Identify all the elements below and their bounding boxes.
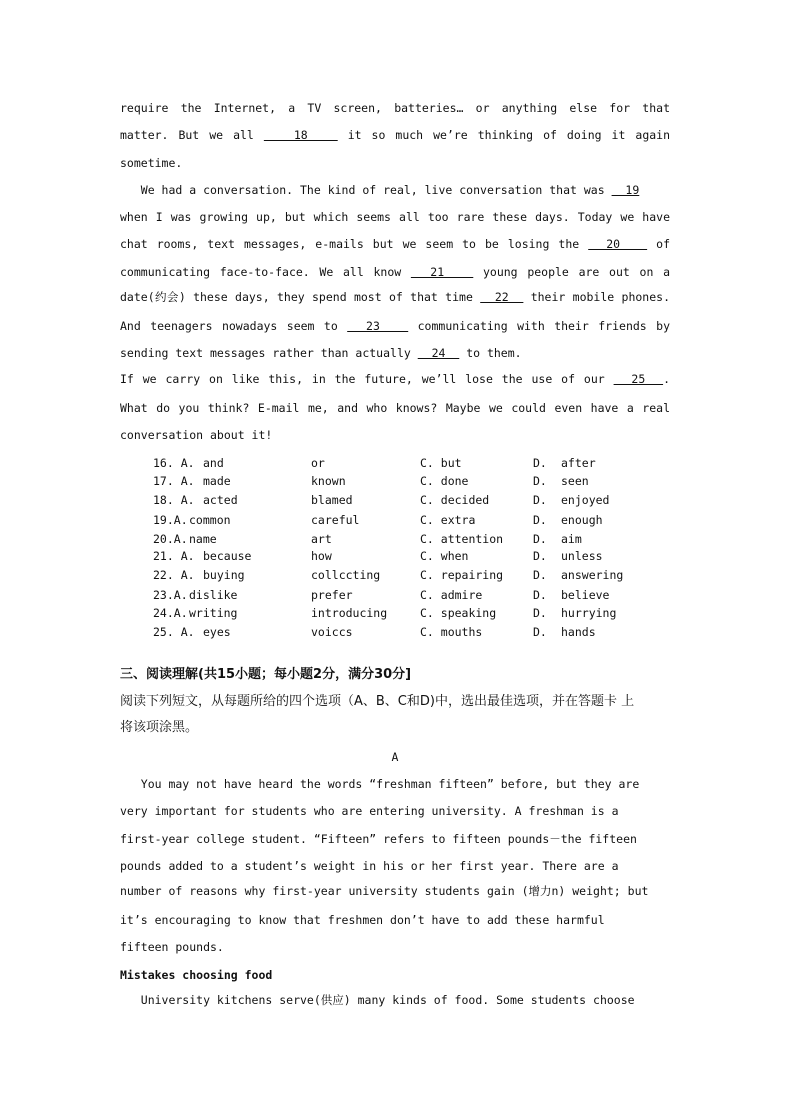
passage1-line-5: when I was growing up, but which seems all too rare these days. Today we have (120, 210, 670, 224)
option-b: voiccs (311, 625, 353, 639)
section-instructions-line-2: 将该项涂黑。 (120, 720, 199, 735)
option-c: C. mouths (420, 625, 483, 639)
passage2-line-1: You may not have heard the words “freshman fifteen” before, but they are (120, 777, 640, 791)
option-c: C. done (420, 474, 469, 488)
option-d: seen (561, 474, 589, 488)
blank-23: 23 (347, 319, 409, 333)
passage1-line-13: conversation about it! (120, 428, 273, 442)
option-a: name (189, 532, 217, 546)
option-d-label: D. (533, 474, 547, 488)
option-number: 22. A. (153, 568, 195, 582)
option-d: aim (561, 532, 582, 546)
text-segment: date(约会) these days, they spend most of that time (120, 290, 481, 304)
blank-22: 22 (480, 290, 524, 304)
option-number: 21. A. (153, 549, 195, 563)
option-number: 20.A. (153, 532, 188, 546)
option-number: 17. A. (153, 474, 195, 488)
blank-20: 20 (588, 237, 648, 251)
option-c: C. decided (420, 493, 490, 507)
passage2-line-8: University kitchens serve(供应) many kinds of food. Some students choose (120, 993, 635, 1007)
option-a: made (203, 474, 231, 488)
blank-21: 21 (410, 265, 474, 279)
text-segment: matter. But we all (120, 128, 264, 142)
blank-25: 25 (613, 372, 664, 386)
option-a: and (203, 456, 224, 470)
option-c: C. extra (420, 513, 476, 527)
section-heading: 三、阅读理解(共15小题；每小题2分，满分30分] (120, 667, 412, 682)
option-c: C. speaking (420, 606, 497, 620)
option-b: careful (311, 513, 360, 527)
option-b: blamed (311, 493, 353, 507)
option-b: or (311, 456, 325, 470)
option-c: C. admire (420, 588, 483, 602)
passage2-line-6: it’s encouraging to know that freshmen don’t have to add these harmful (120, 913, 605, 927)
option-b: known (311, 474, 346, 488)
passage2-line-5: number of reasons why first-year university students gain (增力n) weight; but (120, 884, 649, 898)
option-a: eyes (203, 625, 231, 639)
option-b: collccting (311, 568, 381, 582)
option-number: 19.A. (153, 513, 188, 527)
text-segment: communicating face-to-face. We all know (120, 265, 411, 279)
option-a: buying (203, 568, 245, 582)
option-b: art (311, 532, 332, 546)
option-a: common (189, 513, 231, 527)
blank-18: 18 (263, 128, 338, 142)
option-a: dislike (189, 588, 238, 602)
passage1-line-4 (120, 182, 670, 198)
blank-24: 24 (417, 346, 460, 360)
option-d: after (561, 456, 596, 470)
passage2-line-7: fifteen pounds. (120, 940, 224, 954)
option-c: C. when (420, 549, 469, 563)
text-segment: . (663, 372, 670, 386)
option-b: how (311, 549, 332, 563)
option-number: 24.A. (153, 606, 188, 620)
option-d-label: D. (533, 588, 547, 602)
subheading: Mistakes choosing food (120, 968, 273, 982)
option-d-label: D. (533, 532, 547, 546)
passage2-line-3: first-year college student. “Fifteen” refers to fifteen pounds－the fifteen (120, 832, 637, 846)
passage1-line-9 (120, 318, 670, 334)
option-c: C. repairing (420, 568, 504, 582)
option-number: 16. A. (153, 456, 195, 470)
text-segment: If we carry on like this, in the future, we’ll lose the use of our (120, 372, 614, 386)
text-segment: And teenagers nowadays seem to (120, 319, 348, 333)
option-d-label: D. (533, 606, 547, 620)
option-c: C. attention (420, 532, 504, 546)
passage2-line-2: very important for students who are entering university. A freshman is a (120, 804, 619, 818)
option-d: believe (561, 588, 610, 602)
blank-19: 19 (611, 183, 640, 197)
text-segment: their mobile phones. (523, 290, 670, 304)
option-d-label: D. (533, 549, 547, 563)
option-d-label: D. (533, 513, 547, 527)
option-d: hands (561, 625, 596, 639)
option-a: acted (203, 493, 238, 507)
option-b: introducing (311, 606, 388, 620)
text-segment: chat rooms, text messages, e-mails but we seem to be losing the (120, 237, 589, 251)
text-segment: sending text messages rather than actually (120, 346, 418, 360)
passage1-line-6 (120, 236, 670, 252)
text-segment: We had a conversation. The kind of real, live conversation that was (120, 183, 612, 197)
passage1-line-3: sometime. (120, 156, 183, 170)
passage1-line-7 (120, 264, 670, 280)
option-d-label: D. (533, 625, 547, 639)
option-a: writing (189, 606, 238, 620)
text-segment: young people are out on a (473, 265, 671, 279)
passage1-line-8 (120, 289, 670, 305)
option-d-label: D. (533, 568, 547, 582)
text-segment: it so much we’re thinking of doing it again (337, 128, 671, 142)
text-segment: of (647, 237, 670, 251)
option-d: answering (561, 568, 624, 582)
passage2-line-4: pounds added to a student’s weight in his or her first year. There are a (120, 859, 619, 873)
option-a: because (203, 549, 252, 563)
option-d-label: D. (533, 456, 547, 470)
option-d-label: D. (533, 493, 547, 507)
section-instructions-line-1: 阅读下列短文，从每题所给的四个选项（A、B、C和D)中，选出最佳选项，并在答题卡 上 (120, 694, 635, 709)
option-number: 18. A. (153, 493, 195, 507)
passage1-line-12: What do you think? E-mail me, and who knows? Maybe we could even have a real (120, 401, 670, 415)
option-d: hurrying (561, 606, 617, 620)
option-d: enough (561, 513, 603, 527)
passage1-line-10 (120, 345, 670, 361)
passage-label: A (391, 750, 399, 764)
option-number: 25. A. (153, 625, 195, 639)
option-b: prefer (311, 588, 353, 602)
option-d: enjoyed (561, 493, 610, 507)
option-c: C. but (420, 456, 462, 470)
passage1-line-11 (120, 371, 670, 387)
option-number: 23.A. (153, 588, 188, 602)
passage1-line-2 (120, 127, 670, 143)
text-segment: communicating with their friends by (408, 319, 670, 333)
text-segment: to them. (459, 346, 522, 360)
option-d: unless (561, 549, 603, 563)
passage1-line-1: require the Internet, a TV screen, batteries… or anything else for that (120, 101, 670, 115)
